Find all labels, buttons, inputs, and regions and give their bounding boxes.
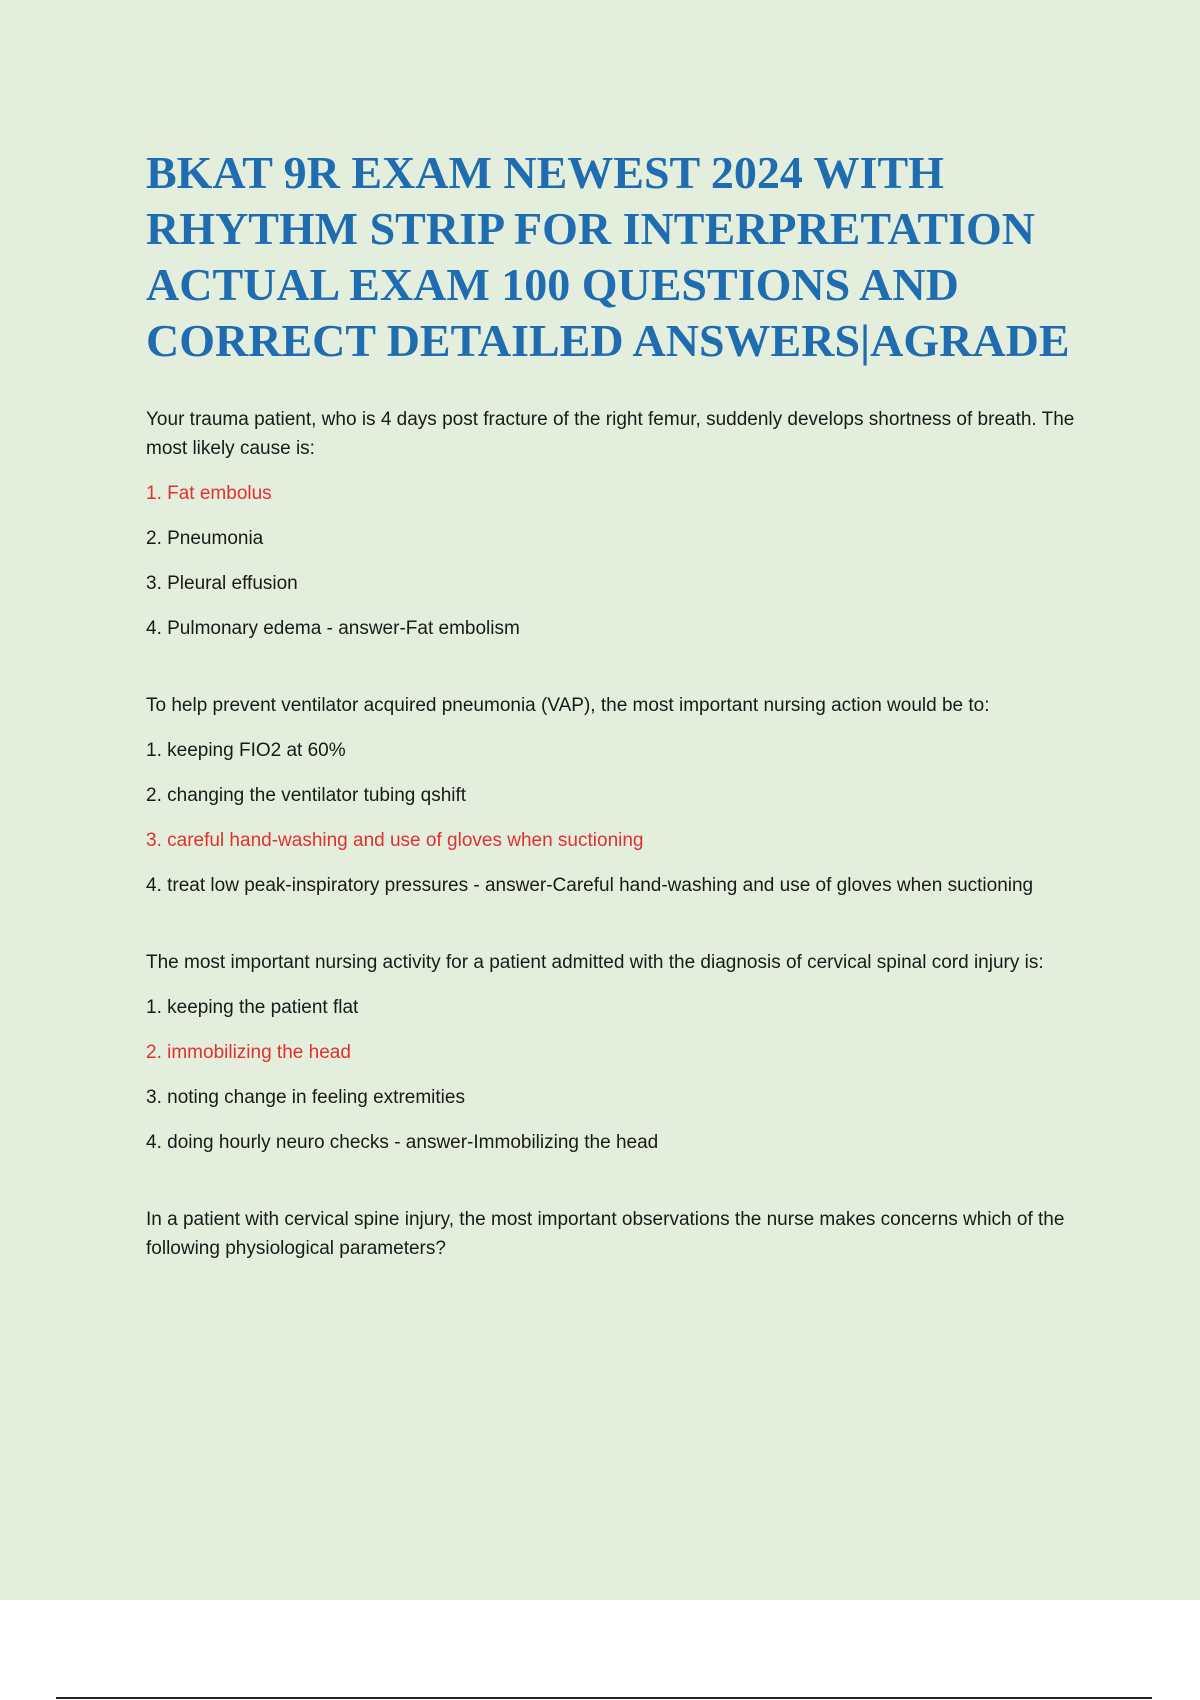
document-title: BKAT 9R EXAM NEWEST 2024 WITH RHYTHM STRIP FOR INTERPRETATION ACTUAL EXAM 100 QUESTIONS AND CORRECT DETAILED ANSWERS|AGRADE	[146, 147, 1070, 366]
answer-option: 1. keeping the patient flat	[146, 997, 359, 1018]
answer-option: 2. changing the ventilator tubing qshift	[146, 785, 467, 806]
question-text: Your trauma patient, who is 4 days post fracture of the right femur, suddenly develops shortness of breath. The most likely cause is:	[146, 409, 1075, 459]
answer-option: 3. noting change in feeling extremities	[146, 1087, 465, 1108]
question-text: In a patient with cervical spine injury, the most important observations the nurse makes concerns which of the following physiological parameters?	[146, 1209, 1065, 1259]
answer-option: 2. immobilizing the head	[146, 1042, 351, 1063]
answer-option: 1. Fat embolus	[146, 483, 272, 504]
answer-option: 1. keeping FIO2 at 60%	[146, 740, 346, 761]
answer-option: 4. treat low peak-inspiratory pressures - answer-Careful hand-washing and use of gloves when suctioning	[146, 875, 1034, 896]
answer-option: 4. Pulmonary edema - answer-Fat embolism	[146, 618, 520, 639]
question-text: To help prevent ventilator acquired pneumonia (VAP), the most important nursing action would be to:	[146, 695, 990, 716]
answer-option: 3. careful hand-washing and use of gloves when suctioning	[146, 830, 644, 851]
answer-option: 3. Pleural effusion	[146, 573, 298, 594]
question-block-4	[146, 1205, 1086, 1263]
answer-option: 2. Pneumonia	[146, 528, 264, 549]
bottom-divider	[56, 1697, 1152, 1699]
document-content	[146, 145, 1086, 1311]
question-block-2	[146, 691, 1086, 900]
question-block-3	[146, 948, 1086, 1157]
question-text: The most important nursing activity for a patient admitted with the diagnosis of cervical spinal cord injury is:	[146, 952, 1044, 973]
answer-option: 4. doing hourly neuro checks - answer-Immobilizing the head	[146, 1132, 659, 1153]
question-block-1	[146, 405, 1086, 643]
